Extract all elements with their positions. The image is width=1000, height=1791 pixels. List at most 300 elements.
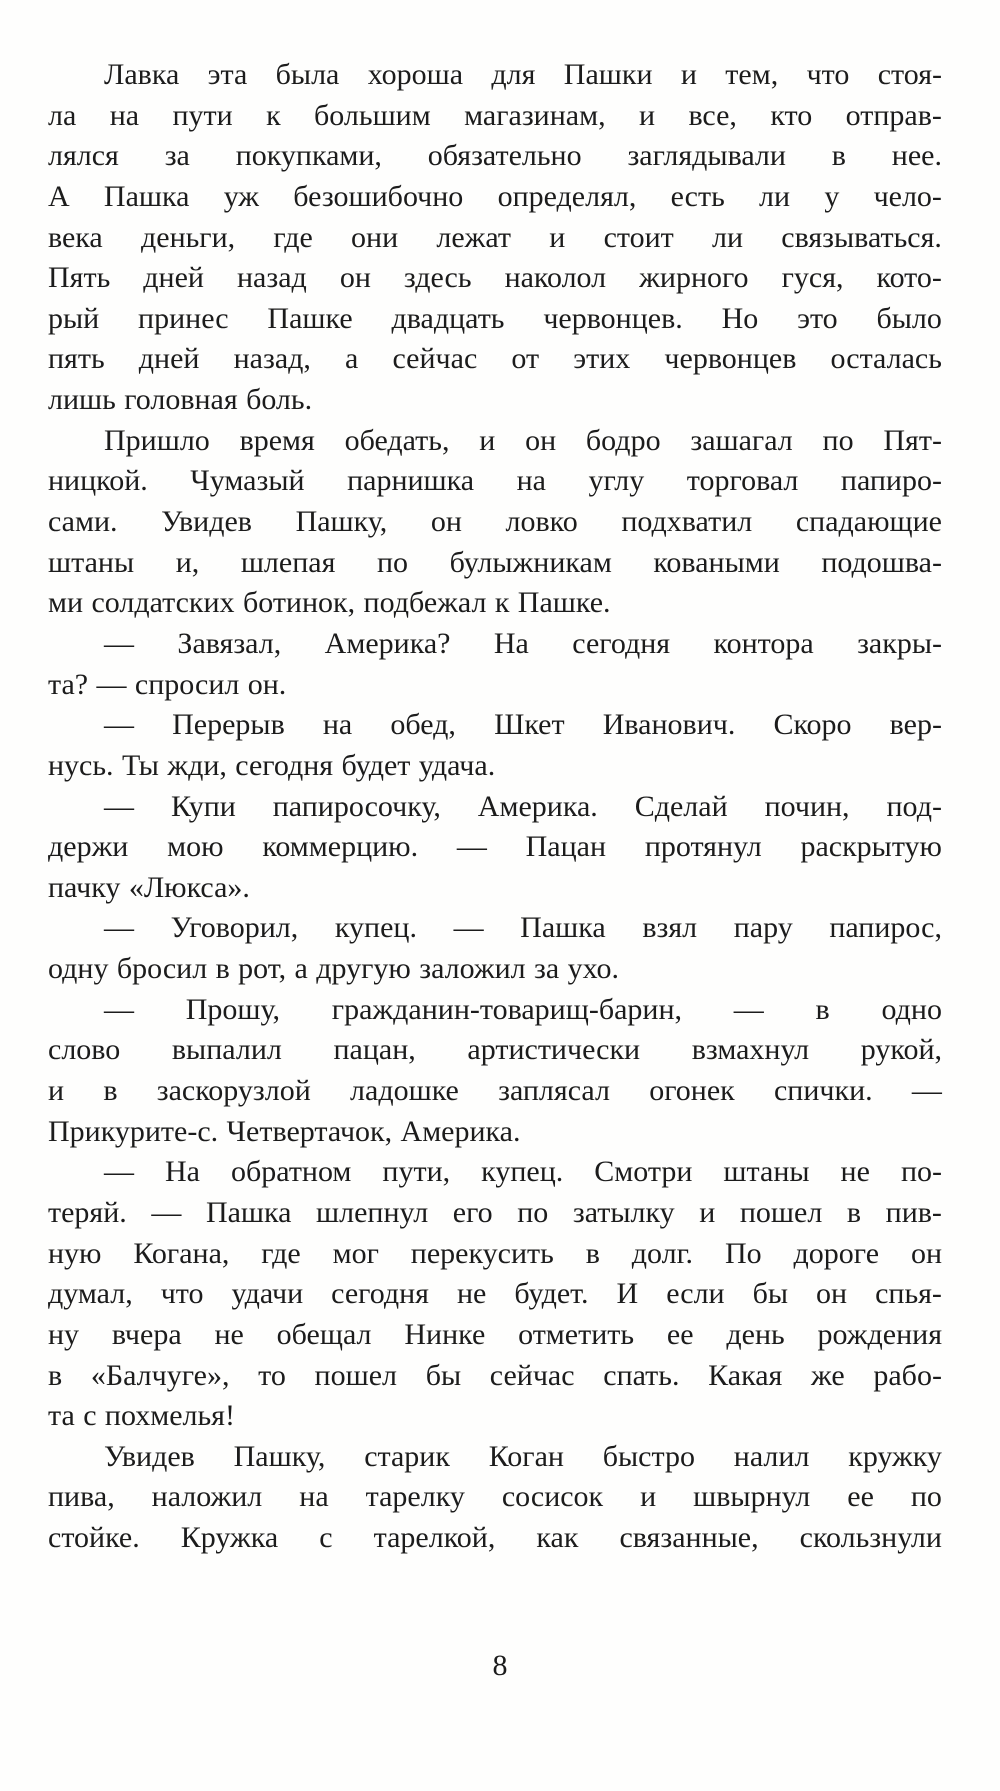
word: — <box>104 992 134 1026</box>
word: — <box>151 1195 182 1229</box>
word: Уговорил, <box>170 911 299 945</box>
word: швырнул <box>693 1480 811 1514</box>
text-line <box>48 339 942 380</box>
word: пошел <box>739 1195 823 1229</box>
word: принес <box>138 301 229 335</box>
word: уж <box>223 179 260 213</box>
word: была <box>275 58 340 91</box>
text-line <box>48 1477 942 1518</box>
word: шлепая <box>240 545 336 579</box>
word: Пят- <box>883 423 942 457</box>
word: что <box>160 1277 204 1311</box>
word: Пашка <box>103 179 190 213</box>
word: с <box>83 1399 97 1433</box>
word: бросил <box>116 952 208 986</box>
word: обед, <box>390 708 456 742</box>
word: удачи <box>231 1277 304 1311</box>
word: сегодня <box>235 748 334 782</box>
word: контора <box>713 626 814 660</box>
word: сосисок <box>501 1480 604 1514</box>
text-line <box>48 136 942 177</box>
word: мою <box>167 830 224 864</box>
word: штаны <box>723 1155 810 1189</box>
word: ухо. <box>567 952 619 986</box>
word: в <box>48 1358 63 1392</box>
word: закры- <box>857 626 942 660</box>
word: что <box>806 58 850 91</box>
word: спадающие <box>795 505 942 539</box>
word: где <box>261 1236 301 1270</box>
text-line <box>48 705 942 746</box>
word: почин, <box>764 789 850 823</box>
word: гуся, <box>781 261 844 295</box>
word: тарелкой, <box>373 1521 496 1555</box>
word: по <box>822 423 854 457</box>
word: На <box>493 626 529 660</box>
word: держи <box>48 830 129 864</box>
word: связываться. <box>781 220 942 254</box>
word: было <box>876 301 942 335</box>
word: дороге <box>793 1236 880 1270</box>
word: он <box>816 1277 848 1311</box>
word: папиросочку, <box>272 789 441 823</box>
text-line <box>48 1356 942 1397</box>
text-line <box>48 502 942 543</box>
word: затылку <box>572 1195 675 1229</box>
word: Чумазый <box>190 464 305 498</box>
word: Шкет <box>494 708 565 742</box>
word: торговал <box>686 464 799 498</box>
word: — <box>96 667 127 701</box>
word: сегодня <box>572 626 671 660</box>
text-line <box>48 96 942 137</box>
word: коваными <box>653 545 780 579</box>
word: на <box>299 1480 329 1514</box>
word: Четвертачок, <box>226 1114 393 1148</box>
word: теряй. <box>48 1195 127 1229</box>
word: ли <box>712 220 744 254</box>
word: червонцев. <box>543 301 683 335</box>
word: ну <box>48 1317 80 1351</box>
word: Иванович. <box>602 708 736 742</box>
word: старик <box>364 1439 450 1473</box>
word: Пашки <box>563 58 653 91</box>
word: лежат <box>436 220 512 254</box>
word: будет <box>341 748 411 782</box>
word: спички. <box>773 1074 873 1108</box>
word: перекусить <box>410 1236 554 1270</box>
word: мог <box>332 1236 379 1270</box>
word: думал, <box>48 1277 133 1311</box>
text-line <box>48 1234 942 1275</box>
word: есть <box>670 179 725 213</box>
word: не <box>214 1317 244 1351</box>
word: дней <box>138 342 200 376</box>
word: где <box>273 220 313 254</box>
word: в <box>831 139 846 173</box>
word: солдатских <box>91 586 235 620</box>
word: он. <box>247 667 287 701</box>
word: Но <box>721 301 759 335</box>
word: Ты <box>121 748 159 782</box>
word: определял, <box>497 179 637 213</box>
word: взмахнул <box>691 1033 810 1067</box>
word: огонек <box>649 1074 735 1108</box>
word: папирос, <box>829 911 942 945</box>
word: бодро <box>585 423 661 457</box>
word: Америка. <box>477 789 598 823</box>
word: ми <box>48 586 84 620</box>
word: взял <box>642 911 698 945</box>
word: по <box>910 1480 942 1514</box>
word: Увидев <box>161 505 252 539</box>
text-line <box>48 258 942 299</box>
word: ную <box>48 1236 102 1270</box>
text-line <box>48 177 942 218</box>
word: кружку <box>848 1439 942 1473</box>
word: на <box>109 98 140 132</box>
text-line <box>48 543 942 584</box>
word: похмелья! <box>104 1399 235 1433</box>
word: наложил <box>151 1480 263 1514</box>
word: раскрытую <box>800 830 942 864</box>
word: двадцать <box>391 301 505 335</box>
word: заплясал <box>498 1074 610 1108</box>
word: на <box>322 708 353 742</box>
word: века <box>48 220 103 254</box>
word: папиро- <box>840 464 942 498</box>
text-line <box>48 1030 942 1071</box>
word: заглядывали <box>627 139 786 173</box>
word: рабо- <box>873 1358 942 1392</box>
word: Пашку, <box>233 1439 326 1473</box>
word: пошел <box>314 1358 397 1392</box>
word: протянул <box>644 830 762 864</box>
word: Пашке. <box>517 586 611 620</box>
word: обещал <box>276 1317 372 1351</box>
word: — <box>104 708 134 742</box>
word: По <box>724 1236 762 1270</box>
word: — <box>456 830 487 864</box>
word: коммерцию. <box>262 830 419 864</box>
word: пути <box>172 98 233 132</box>
word: заскорузлой <box>156 1074 311 1108</box>
word: спья- <box>875 1277 942 1311</box>
word: и <box>699 1195 716 1229</box>
word: углу <box>588 464 645 498</box>
word: Америка. <box>400 1114 521 1148</box>
word: это <box>797 301 838 335</box>
word: спросил <box>134 667 240 701</box>
word: — <box>733 992 764 1026</box>
word: Пацан <box>525 830 607 864</box>
word: для <box>491 58 536 91</box>
word: выпалил <box>171 1033 282 1067</box>
word: шлепнул <box>316 1195 429 1229</box>
word: день <box>726 1317 785 1351</box>
word: пацан, <box>333 1033 416 1067</box>
word: по <box>376 545 409 579</box>
word: Купи <box>170 789 236 823</box>
word: ловко <box>505 505 578 539</box>
word: к <box>266 98 281 132</box>
word: слово <box>48 1033 121 1067</box>
text-line <box>48 461 942 502</box>
word: ее <box>847 1480 874 1514</box>
text-line <box>48 665 942 706</box>
word: На <box>165 1155 200 1189</box>
text-line <box>48 1315 942 1356</box>
word: и <box>479 423 496 457</box>
word: обедать, <box>344 423 450 457</box>
text-line <box>48 624 942 665</box>
word: безошибочно <box>293 179 464 213</box>
word: жирного <box>639 261 749 295</box>
word: большим <box>314 98 431 132</box>
word: булыжникам <box>449 545 612 579</box>
word: его <box>452 1195 493 1229</box>
word: быстро <box>602 1439 695 1473</box>
word: они <box>351 220 399 254</box>
text-line <box>48 421 942 462</box>
word: бы <box>752 1277 789 1311</box>
word: обратном <box>231 1155 352 1189</box>
word: головная <box>124 383 238 417</box>
word: стойке. <box>48 1521 140 1555</box>
word: связанные, <box>619 1521 759 1555</box>
word: Прикурите-с. <box>48 1114 219 1148</box>
word: пив- <box>885 1195 942 1229</box>
text-line <box>48 583 942 624</box>
word: и <box>638 98 656 132</box>
text-line <box>48 1274 942 1315</box>
text-line <box>48 746 942 787</box>
word: тарелку <box>365 1480 465 1514</box>
word: долг. <box>631 1236 694 1270</box>
word: «Балчуге», <box>90 1358 230 1392</box>
text-line <box>48 1396 942 1437</box>
word: Нинке <box>404 1317 486 1351</box>
word: ладошке <box>350 1074 459 1108</box>
word: А <box>48 179 70 213</box>
word: время <box>239 423 315 457</box>
word: лялся <box>48 139 119 173</box>
text-line <box>48 868 942 909</box>
word: та? <box>48 667 89 701</box>
word: ботинок, <box>242 586 356 620</box>
word: и <box>549 220 566 254</box>
word: Америка? <box>324 626 451 660</box>
word: налил <box>733 1439 810 1473</box>
word: на <box>516 464 546 498</box>
word: боль. <box>246 383 313 417</box>
word: стоя- <box>877 58 942 91</box>
word: — <box>453 911 484 945</box>
word: Скоро <box>773 708 852 742</box>
text-line <box>48 1437 942 1478</box>
word: подбежал <box>363 586 487 620</box>
word: будет. <box>514 1277 589 1311</box>
word: пути, <box>382 1155 451 1189</box>
word: «Люкса». <box>128 870 250 904</box>
word: одну <box>48 952 109 986</box>
word: Коган <box>488 1439 564 1473</box>
page-number: 8 <box>492 1649 508 1682</box>
word: штаны <box>48 545 135 579</box>
word: — <box>104 789 134 823</box>
word: отправ- <box>845 98 942 132</box>
word: эта <box>207 58 248 91</box>
word: этих <box>573 342 631 376</box>
word: жди, <box>167 748 227 782</box>
text-line <box>48 299 942 340</box>
word: та <box>48 1399 75 1433</box>
word: червонцев <box>664 342 797 376</box>
text-line <box>48 380 942 421</box>
word: если <box>666 1277 725 1311</box>
word: и <box>48 1074 65 1108</box>
word: кото- <box>876 261 942 295</box>
word: нее. <box>891 139 942 173</box>
word: Увидев <box>104 1439 195 1473</box>
word: в <box>585 1236 600 1270</box>
text-line <box>48 908 942 949</box>
word: у <box>824 179 840 213</box>
word: Когана, <box>133 1236 230 1270</box>
word: спать. <box>603 1358 680 1392</box>
word: назад <box>237 261 307 295</box>
word: в <box>846 1195 862 1229</box>
text-line <box>48 1518 942 1559</box>
word: — <box>104 1155 134 1189</box>
word: в <box>215 952 230 986</box>
word: артистически <box>467 1033 641 1067</box>
word: стоит <box>603 220 674 254</box>
word: подхватил <box>621 505 753 539</box>
word: не <box>840 1155 870 1189</box>
word: Перерыв <box>172 708 285 742</box>
word: рый <box>48 301 100 335</box>
word: за <box>534 952 560 986</box>
text-line <box>48 787 942 828</box>
word: и <box>680 58 697 91</box>
word: пять <box>48 342 105 376</box>
word: Сделай <box>634 789 728 823</box>
word: он <box>339 261 371 295</box>
word: с <box>319 1521 333 1555</box>
word: он <box>525 423 557 457</box>
word: нусь. <box>48 748 114 782</box>
word: кто <box>770 98 813 132</box>
word: и, <box>175 545 200 579</box>
word: обязательно <box>427 139 582 173</box>
word: Кружка <box>180 1521 279 1555</box>
word: деньги, <box>140 220 236 254</box>
word: Пашке <box>267 301 353 335</box>
word: чело- <box>873 179 942 213</box>
text-line <box>48 990 942 1031</box>
word: не <box>456 1277 487 1311</box>
word: рукой, <box>860 1033 942 1067</box>
text-line <box>48 827 942 868</box>
word: к <box>494 586 510 620</box>
word: Пашку, <box>295 505 388 539</box>
word: назад, <box>233 342 311 376</box>
word: купец. <box>481 1155 564 1189</box>
text-line <box>48 1193 942 1234</box>
word: покупками, <box>235 139 382 173</box>
text-line <box>48 1112 942 1153</box>
text-line <box>48 1071 942 1112</box>
word: отметить <box>518 1317 635 1351</box>
word: Пашка <box>520 911 606 945</box>
word: наколол <box>504 261 607 295</box>
word: а <box>345 342 359 376</box>
word: он <box>430 505 462 539</box>
word: рот, <box>238 952 287 986</box>
word: а <box>294 952 308 986</box>
body-text <box>48 55 942 1559</box>
word: купец. <box>334 911 417 945</box>
word: ее <box>666 1317 694 1351</box>
word: Пять <box>48 261 111 295</box>
word: магазинам, <box>464 98 606 132</box>
word: сейчас <box>489 1358 575 1392</box>
text-line <box>48 218 942 259</box>
word: пару <box>733 911 793 945</box>
word: ла <box>48 98 77 132</box>
word: дней <box>143 261 204 295</box>
word: ли <box>759 179 791 213</box>
word: в <box>103 1074 118 1108</box>
word: осталась <box>830 342 942 376</box>
word: тем, <box>725 58 779 91</box>
word: лишь <box>48 383 116 417</box>
word: подошва- <box>821 545 942 579</box>
word: вер- <box>889 708 942 742</box>
word: другую <box>316 952 411 986</box>
word: и <box>640 1480 657 1514</box>
word: пива, <box>48 1480 115 1514</box>
word: И <box>616 1277 639 1311</box>
word: зашагал <box>690 423 793 457</box>
word: же <box>811 1358 845 1392</box>
word: — <box>104 911 134 945</box>
word: от <box>511 342 540 376</box>
word: то <box>258 1358 286 1392</box>
word: Пришло <box>104 423 210 457</box>
word: все, <box>688 98 737 132</box>
word: Пашка <box>205 1195 292 1229</box>
word: сами. <box>48 505 118 539</box>
word: как <box>536 1521 579 1555</box>
word: одно <box>881 992 942 1026</box>
word: гражданин-товарищ-барин, <box>331 992 683 1026</box>
word: Смотри <box>594 1155 693 1189</box>
word: бы <box>425 1358 462 1392</box>
word: по- <box>900 1155 942 1189</box>
word: вчера <box>111 1317 182 1351</box>
word: — <box>104 626 134 660</box>
word: Завязал, <box>177 626 282 660</box>
word: скользнули <box>799 1521 942 1555</box>
word: Прошу, <box>185 992 281 1026</box>
text-line <box>48 949 942 990</box>
word: Какая <box>708 1358 783 1392</box>
word: ницкой. <box>48 464 148 498</box>
word: за <box>164 139 190 173</box>
text-line <box>48 55 942 96</box>
